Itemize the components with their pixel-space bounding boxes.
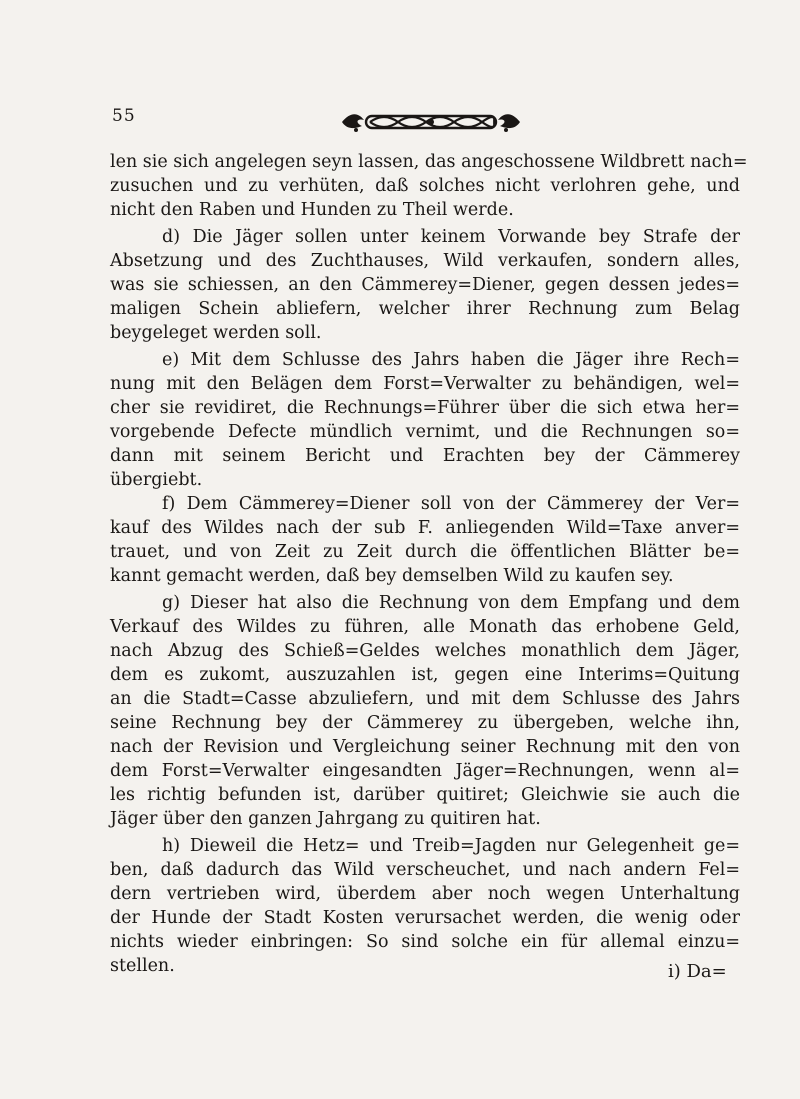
paragraph — [110, 834, 740, 978]
text-line: nichts wieder einbringen: So sind solche ein für allemal einzu= — [110, 932, 740, 952]
text-line: e) Mit dem Schlusse des Jahrs haben die Jäger ihre Rech= — [162, 350, 740, 370]
text-line: nicht den Raben und Hunden zu Theil werde. — [110, 200, 514, 220]
text-line: nach der Revision und Vergleichung seiner Rechnung mit den von — [110, 737, 740, 757]
paragraph — [110, 225, 740, 345]
text-line: dern vertrieben wird, überdem aber noch wegen Unterhaltung — [110, 884, 740, 904]
text-line: h) Dieweil die Hetz= und Treib=Jagden nur Gelegenheit ge= — [162, 836, 740, 856]
text-line: kannt gemacht werden, daß bey demselben Wild zu kaufen sey. — [110, 566, 674, 586]
text-line: Absetzung und des Zuchthauses, Wild verkaufen, sondern alles, — [110, 251, 740, 271]
text-line: dann mit seinem Bericht und Erachten bey der Cämmerey — [110, 446, 740, 466]
text-line: stellen. — [110, 956, 175, 976]
text-line: les richtig befunden ist, darüber quitiret; Gleichwie sie auch die — [110, 785, 740, 805]
text-line: Verkauf des Wildes zu führen, alle Monath das erhobene Geld, — [110, 617, 740, 637]
text-line: len sie sich angelegen seyn lassen, das angeschossene Wildbrett nach= — [110, 152, 748, 172]
text-body — [110, 150, 748, 978]
text-line: dem Forst=Verwalter eingesandten Jäger=Rechnungen, wenn al= — [110, 761, 740, 781]
text-line: dem es zukomt, auszuzahlen ist, gegen eine Interims=Quitung — [110, 665, 740, 685]
text-line: kauf des Wildes nach der sub F. anliegenden Wild=Taxe anver= — [110, 518, 740, 538]
catchword: i) Da= — [668, 961, 727, 982]
paragraph — [110, 591, 740, 831]
text-line: seine Rechnung bey der Cämmerey zu übergeben, welche ihn, — [110, 713, 740, 733]
text-line: was sie schiessen, an den Cämmerey=Diener, gegen dessen jedes= — [110, 275, 740, 295]
ornament-icon — [336, 108, 526, 136]
text-line: der Hunde der Stadt Kosten verursachet werden, die wenig oder — [110, 908, 740, 928]
text-line: nung mit den Belägen dem Forst=Verwalter zu behändigen, wel= — [110, 374, 740, 394]
text-line: g) Dieser hat also die Rechnung von dem Empfang und dem — [162, 593, 740, 613]
text-line: nach Abzug des Schieß=Geldes welches monathlich dem Jäger, — [110, 641, 740, 661]
paragraph — [110, 348, 740, 492]
text-line: vorgebende Defecte mündlich vernimt, und die Rechnungen so= — [110, 422, 740, 442]
page-number: 55 — [112, 106, 136, 126]
text-line: übergiebt. — [110, 470, 203, 490]
paragraph — [110, 150, 748, 222]
text-line: maligen Schein abliefern, welcher ihrer Rechnung zum Belag — [110, 299, 740, 319]
text-line: Jäger über den ganzen Jahrgang zu quitiren hat. — [110, 809, 541, 829]
text-line: trauet, und von Zeit zu Zeit durch die öffentlichen Blätter be= — [110, 542, 740, 562]
text-line: f) Dem Cämmerey=Diener soll von der Cämmerey der Ver= — [162, 494, 740, 514]
paragraph — [110, 492, 740, 588]
text-line: zusuchen und zu verhüten, daß solches nicht verlohren gehe, und — [110, 176, 740, 196]
text-line: cher sie revidiret, die Rechnungs=Führer über die sich etwa her= — [110, 398, 740, 418]
text-line: beygeleget werden soll. — [110, 323, 322, 343]
text-line: an die Stadt=Casse abzuliefern, und mit dem Schlusse des Jahrs — [110, 689, 740, 709]
text-line: d) Die Jäger sollen unter keinem Vorwande bey Strafe der — [162, 227, 740, 247]
text-line: ben, daß dadurch das Wild verscheuchet, und nach andern Fel= — [110, 860, 740, 880]
